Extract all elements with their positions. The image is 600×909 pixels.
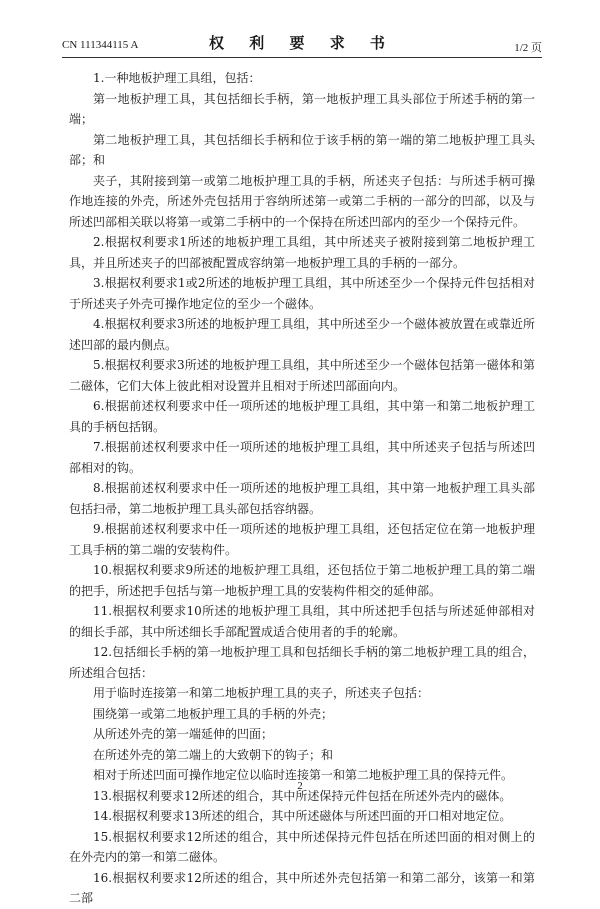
claim-paragraph: 夹子，其附接到第一或第二地板护理工具的手柄，所述夹子包括：与所述手柄可操作地连接的外壳，所述外壳包括用于容纳所述第一或第二手柄的一部分的凹部，以及与所述凹部相关联以将第一或第二手柄中的一个保持在所述凹部内的至少一个保持元件。 (69, 173, 535, 229)
claim-paragraph: 用于临时连接第一和第二地板护理工具的夹子，所述夹子包括： (93, 686, 430, 700)
claim-paragraph: 3.根据权利要求1或2所述的地板护理工具组，其中所述至少一个保持元件包括相对于所述夹子外壳可操作地定位的至少一个磁体。 (69, 276, 535, 311)
claim-paragraph: 11.根据权利要求10所述的地板护理工具组，其中所述把手包括与所述延伸部相对的细长手部，其中所述细长手部配置成适合使用者的手的轮廓。 (69, 604, 535, 639)
claim-paragraph: 14.根据权利要求13所述的组合，其中所述磁体与所述凹面的开口相对地定位。 (93, 809, 512, 823)
document-title: 权 利 要 求 书 (209, 34, 395, 52)
claim-paragraph: 12.包括细长手柄的第一地板护理工具和包括细长手柄的第二地板护理工具的组合，所述组合包括： (69, 645, 535, 680)
claim-paragraph: 13.根据权利要求12所述的组合，其中所述保持元件包括在所述外壳内的磁体。 (93, 788, 512, 803)
claim-paragraph: 7.根据前述权利要求中任一项所述的地板护理工具组，其中所述夹子包括与所述凹部相对的钩。 (69, 440, 535, 475)
header-rule (62, 57, 542, 58)
claim-paragraph: 8.根据前述权利要求中任一项所述的地板护理工具组，其中第一地板护理工具头部包括扫帚，第二地板护理工具头部包括容纳器。 (69, 481, 535, 516)
page-indicator: 1/2 页 (514, 42, 542, 54)
claim-paragraph: 第一地板护理工具，其包括细长手柄，第一地板护理工具头部位于所述手柄的第一端； (69, 91, 535, 126)
publication-number: CN 111344115 A (62, 39, 139, 51)
claim-paragraph: 15.根据权利要求12所述的组合，其中所述保持元件包括在所述凹面的相对侧上的在外壳内的第一和第二磁体。 (69, 829, 535, 864)
claim-paragraph: 从所述外壳的第一端延伸的凹面； (93, 727, 274, 741)
claim-paragraph: 6.根据前述权利要求中任一项所述的地板护理工具组，其中第一和第二地板护理工具的手柄包括钢。 (69, 399, 535, 434)
claim-paragraph: 5.根据权利要求3所述的地板护理工具组，其中所述至少一个磁体包括第一磁体和第二磁体，它们大体上彼此相对设置并且相对于所述凹部面向内。 (69, 358, 535, 393)
claim-paragraph: 2.根据权利要求1所述的地板护理工具组，其中所述夹子被附接到第二地板护理工具，并且所述夹子的凹部被配置成容纳第一地板护理工具的手柄的一部分。 (69, 235, 535, 270)
claim-paragraph: 16.根据权利要求12所述的组合，其中所述外壳包括第一和第二部分，该第一和第二部 (69, 870, 535, 905)
page-number: 2 (297, 780, 303, 792)
claim-paragraph: 9.根据前述权利要求中任一项所述的地板护理工具组，还包括定位在第一地板护理工具手柄的第二端的安装构件。 (69, 522, 535, 557)
claim-paragraph: 在所述外壳的第二端上的大致朝下的钩子；和 (93, 747, 334, 762)
claim-paragraph: 第二地板护理工具，其包括细长手柄和位于该手柄的第一端的第二地板护理工具头部；和 (69, 132, 535, 167)
claim-paragraph: 围绕第一或第二地板护理工具的手柄的外壳； (93, 706, 334, 721)
claim-paragraph: 10.根据权利要求9所述的地板护理工具组，还包括位于第二地板护理工具的第二端的把手，所述把手包括与第一地板护理工具的安装构件相交的延伸部。 (69, 563, 535, 598)
claim-paragraph: 4.根据权利要求3所述的地板护理工具组，其中所述至少一个磁体被放置在或靠近所述凹部的最内侧点。 (69, 317, 535, 352)
page-header (62, 32, 542, 56)
claim-paragraph: 1.一种地板护理工具组，包括： (93, 71, 261, 85)
claim-paragraph: 相对于所述凹面可操作地定位以临时连接第一和第二地板护理工具的保持元件。 (93, 768, 514, 782)
